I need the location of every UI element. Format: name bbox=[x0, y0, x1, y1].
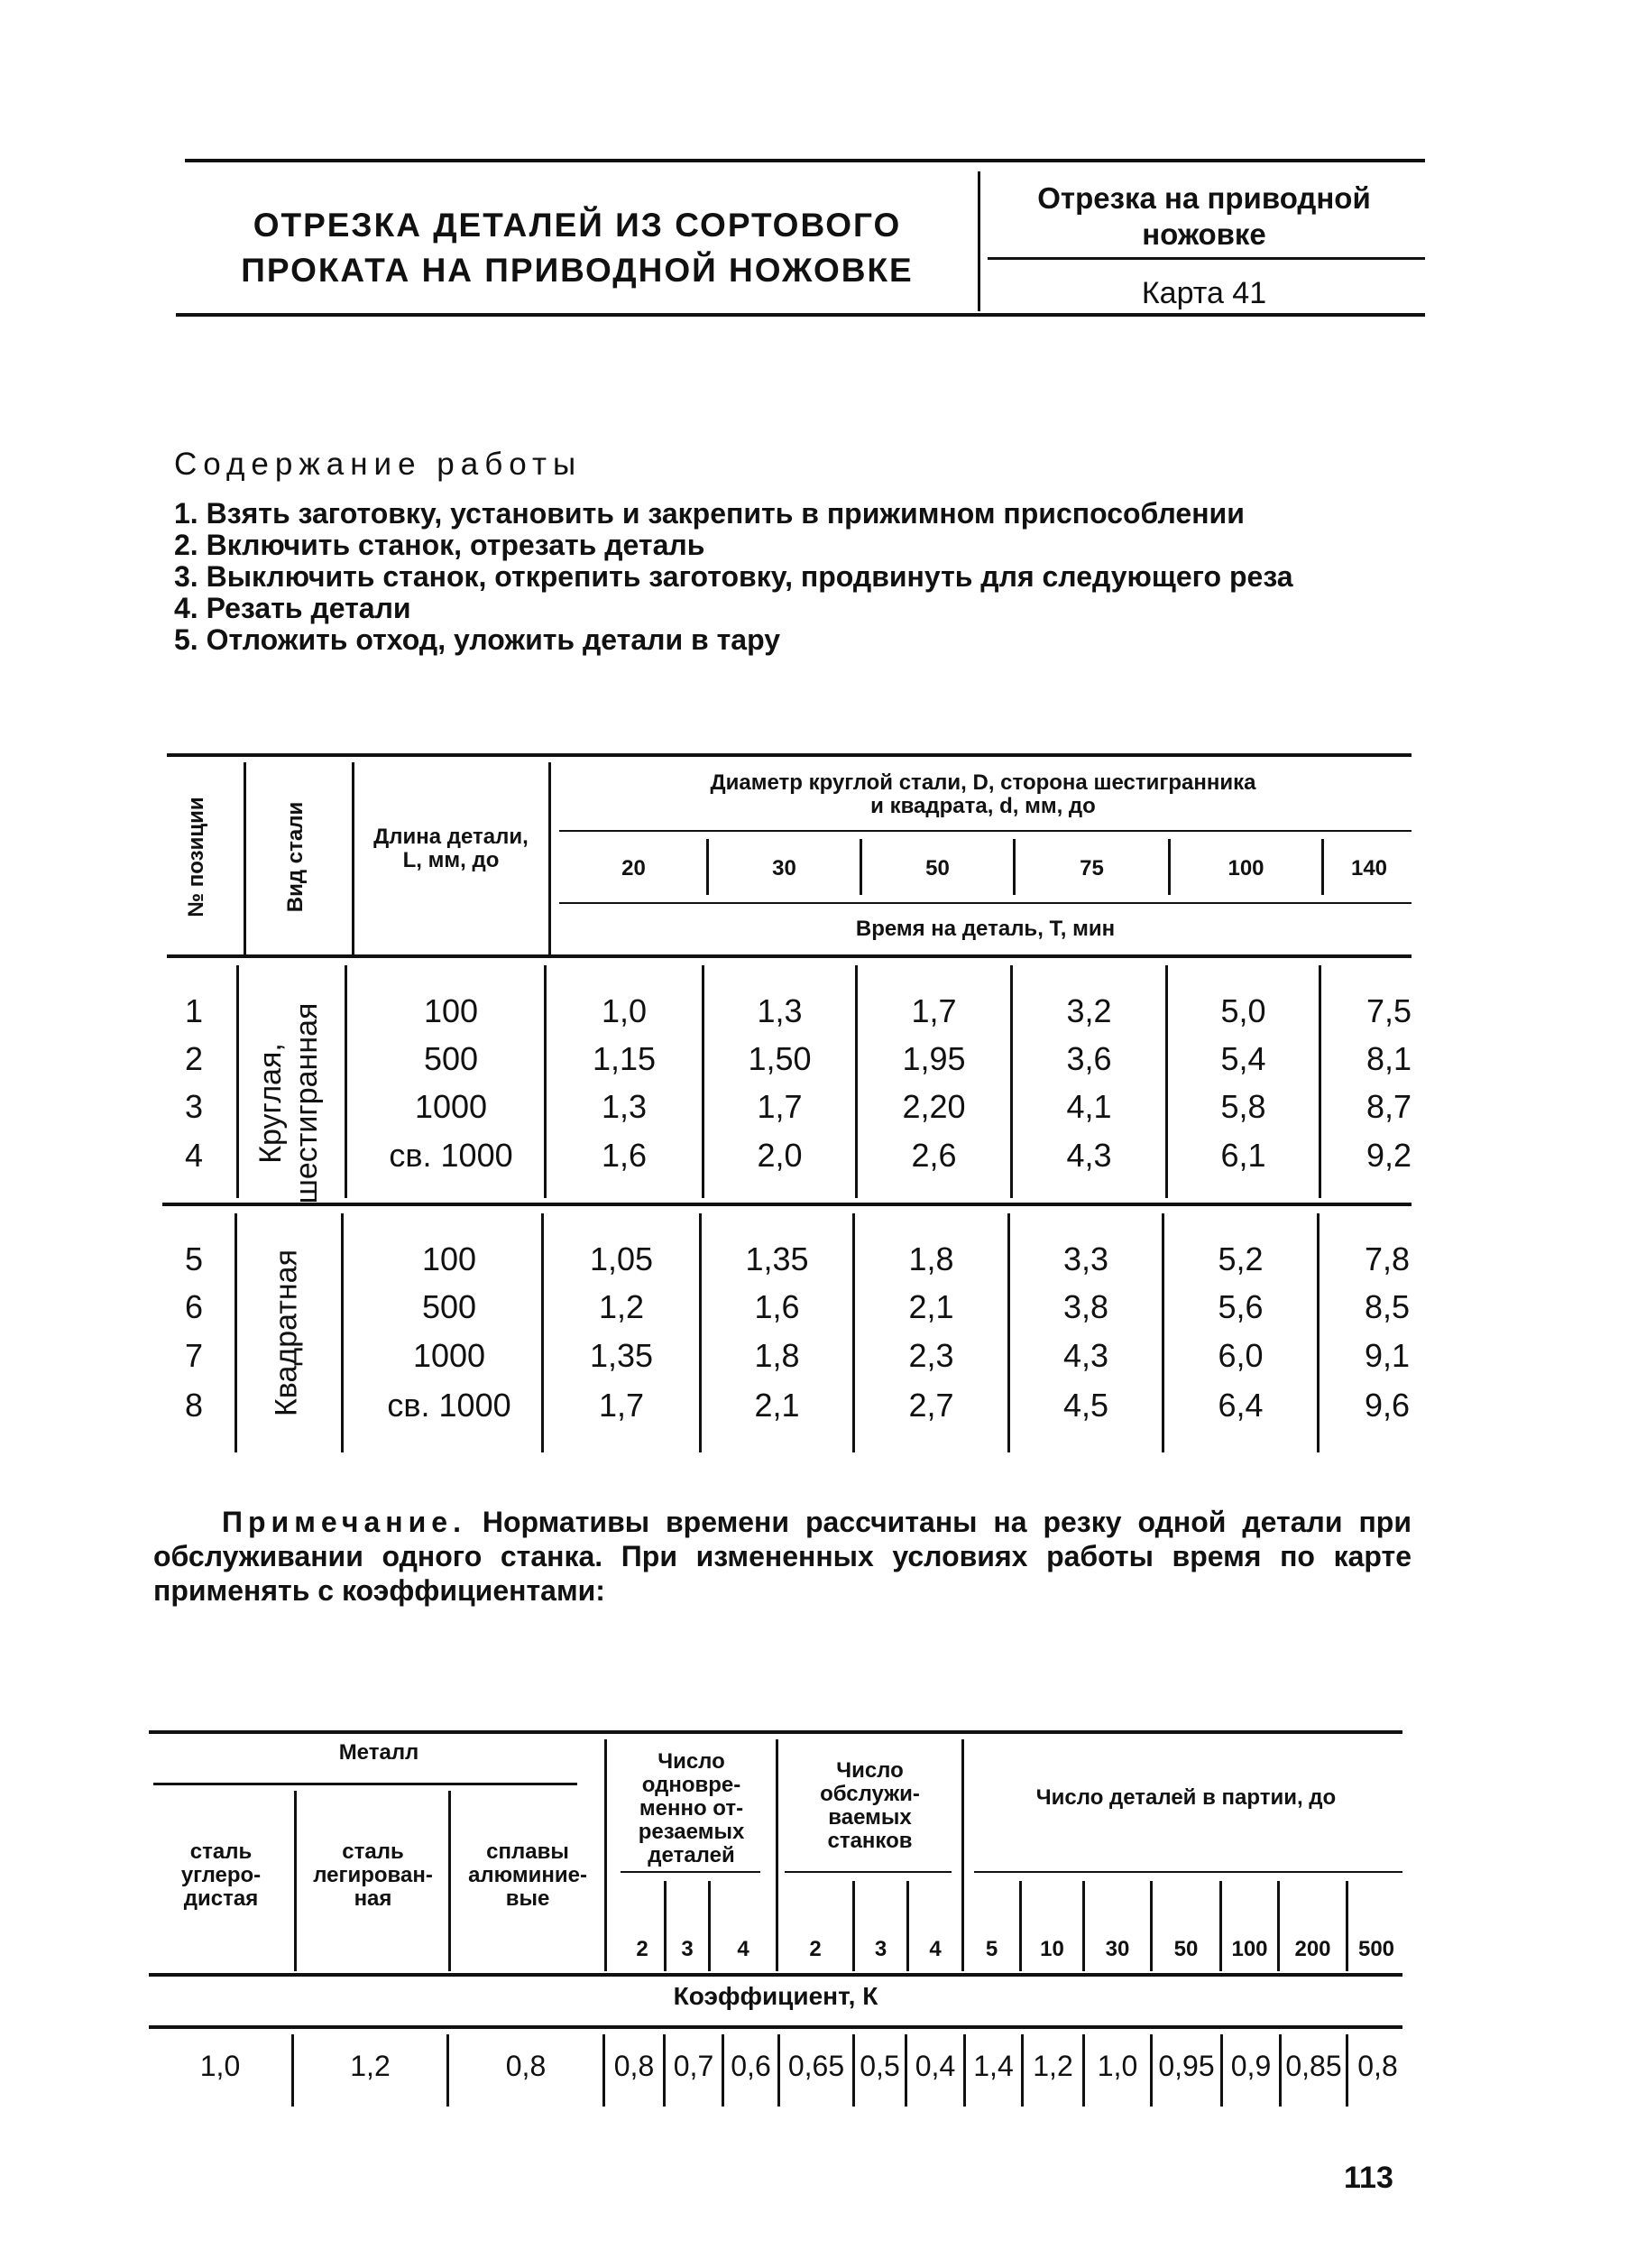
time-cell: 2,1 bbox=[908, 1288, 954, 1325]
title-line-1: ОТРЕЗКА ДЕТАЛЕЙ ИЗ СОРТОВОГО bbox=[253, 207, 902, 244]
coefficient-cell: 1,2 bbox=[1033, 2050, 1073, 2082]
position-cell: 4 bbox=[184, 1137, 204, 1174]
time-header: Время на деталь, Т, мин bbox=[855, 917, 1116, 941]
steel-type-label: Квадратная bbox=[269, 1249, 304, 1416]
batch-size-header: Число деталей в партии, до bbox=[1035, 1785, 1337, 1810]
time-cell: 4,5 bbox=[1062, 1387, 1109, 1424]
diameter-value: 30 bbox=[772, 856, 796, 880]
position-cell: 6 bbox=[184, 1288, 204, 1325]
work-content-title: Содержание работы bbox=[174, 447, 583, 482]
time-cell: 9,1 bbox=[1364, 1337, 1410, 1374]
time-cell: 1,8 bbox=[908, 1240, 954, 1277]
time-cell: 1,3 bbox=[601, 1088, 648, 1125]
time-cell: 1,15 bbox=[592, 1040, 657, 1077]
length-cell: св. 1000 bbox=[389, 1137, 513, 1174]
time-cell: 1,95 bbox=[902, 1040, 966, 1077]
time-cell: 4,3 bbox=[1066, 1137, 1112, 1174]
note-paragraph bbox=[153, 1505, 1412, 1608]
position-cell: 3 bbox=[184, 1088, 204, 1125]
coefficient-cell: 0,95 bbox=[1158, 2050, 1215, 2082]
batch-size: 10 bbox=[1040, 1937, 1064, 1961]
metal-type bbox=[451, 1840, 604, 1911]
batch-size: 30 bbox=[1105, 1937, 1130, 1961]
operation-line-2: ножовке bbox=[1142, 217, 1266, 251]
coefficient-cell: 0,4 bbox=[915, 2050, 956, 2082]
time-cell: 1,6 bbox=[601, 1137, 648, 1174]
work-step: 2. Включить станок, отрезать деталь bbox=[174, 529, 705, 561]
time-cell: 2,7 bbox=[908, 1387, 954, 1424]
metal-type-line: алюминие- bbox=[468, 1863, 587, 1887]
simultaneous-count: 3 bbox=[681, 1937, 694, 1961]
length-cell: 500 bbox=[423, 1040, 479, 1077]
header-line: ваемых bbox=[828, 1805, 912, 1830]
time-cell: 7,8 bbox=[1364, 1240, 1410, 1277]
col-length-header: Длина детали, L, мм, до bbox=[373, 825, 529, 872]
time-cell: 3,2 bbox=[1066, 992, 1112, 1029]
time-cell: 5,4 bbox=[1220, 1040, 1266, 1077]
batch-size: 5 bbox=[985, 1937, 998, 1961]
coefficient-cell: 0,5 bbox=[860, 2050, 900, 2082]
coefficient-cell: 0,8 bbox=[1357, 2050, 1398, 2082]
coefficient-cell: 0,6 bbox=[731, 2050, 771, 2082]
col-steel-type-header: Вид стали bbox=[283, 801, 308, 913]
diameter-header-line-2: и квадрата, d, мм, до bbox=[870, 794, 1096, 818]
time-cell: 2,6 bbox=[911, 1137, 957, 1174]
time-cell: 8,1 bbox=[1366, 1040, 1412, 1077]
note-label: Примечание. bbox=[222, 1506, 466, 1538]
time-cell: 9,2 bbox=[1366, 1137, 1412, 1174]
metal-type-line: легирован- bbox=[313, 1863, 433, 1887]
time-cell: 2,3 bbox=[908, 1337, 954, 1374]
metal-header: Металл bbox=[338, 1740, 419, 1765]
card-number: Карта 41 bbox=[1141, 276, 1267, 310]
title-line-2: ПРОКАТА НА ПРИВОДНОЙ НОЖОВКЕ bbox=[241, 252, 914, 289]
coefficient-cell: 1,2 bbox=[350, 2050, 391, 2082]
batch-size: 200 bbox=[1294, 1937, 1331, 1961]
time-cell: 2,0 bbox=[757, 1137, 803, 1174]
metal-type-line: сплавы bbox=[486, 1839, 569, 1864]
time-cell: 9,6 bbox=[1364, 1387, 1410, 1424]
length-cell: 1000 bbox=[412, 1337, 486, 1374]
metal-type bbox=[298, 1840, 448, 1911]
position-cell: 2 bbox=[184, 1040, 204, 1077]
coefficient-cell: 0,65 bbox=[787, 2050, 845, 2082]
time-cell: 1,35 bbox=[745, 1240, 809, 1277]
metal-type-line: дистая bbox=[183, 1886, 259, 1911]
time-cell: 1,8 bbox=[754, 1337, 800, 1374]
time-cell: 4,3 bbox=[1062, 1337, 1109, 1374]
time-cell: 1,3 bbox=[757, 992, 803, 1029]
time-cell: 1,05 bbox=[589, 1240, 654, 1277]
header-line: резаемых bbox=[638, 1820, 745, 1844]
coefficient-header: Коэффициент, К bbox=[673, 1982, 878, 2010]
time-cell: 2,20 bbox=[902, 1088, 966, 1125]
time-cell: 1,7 bbox=[911, 992, 957, 1029]
time-cell: 1,7 bbox=[598, 1387, 645, 1424]
page-number: 113 bbox=[1344, 2161, 1393, 2195]
coefficient-cell: 1,0 bbox=[199, 2050, 241, 2082]
metal-type-line: углеро- bbox=[180, 1863, 262, 1887]
metal-type-line: сталь bbox=[342, 1839, 404, 1864]
time-cell: 3,8 bbox=[1062, 1288, 1109, 1325]
time-cell: 5,0 bbox=[1220, 992, 1266, 1029]
diameter-header bbox=[577, 771, 1389, 818]
time-cell: 1,0 bbox=[601, 992, 648, 1029]
operation-line-1: Отрезка на приводной bbox=[1037, 181, 1371, 215]
position-cell: 8 bbox=[184, 1387, 204, 1424]
time-cell: 1,35 bbox=[589, 1337, 654, 1374]
time-cell: 1,6 bbox=[754, 1288, 800, 1325]
note-text: Нормативы времени рассчитаны на резку одной детали при обслуживании одного станка. При измененных условиях работы время по карте применять с коэффициентами: bbox=[153, 1506, 1412, 1607]
served-count: 3 bbox=[874, 1937, 887, 1961]
simultaneous-count: 2 bbox=[636, 1937, 648, 1961]
time-cell: 5,6 bbox=[1218, 1288, 1264, 1325]
time-cell: 3,6 bbox=[1066, 1040, 1112, 1077]
coefficient-cell: 0,85 bbox=[1285, 2050, 1342, 2082]
length-cell: 1000 bbox=[414, 1088, 488, 1125]
simultaneous-header bbox=[607, 1750, 776, 1867]
coefficient-cell: 0,8 bbox=[505, 2050, 547, 2082]
diameter-value: 20 bbox=[621, 856, 646, 880]
coefficient-cell: 0,7 bbox=[673, 2050, 714, 2082]
steel-type-label bbox=[253, 995, 330, 1212]
time-cell: 6,1 bbox=[1220, 1137, 1266, 1174]
time-cell: 3,3 bbox=[1062, 1240, 1109, 1277]
time-cell: 1,2 bbox=[598, 1288, 645, 1325]
length-cell: 100 bbox=[421, 1240, 477, 1277]
diameter-value: 100 bbox=[1228, 856, 1264, 880]
length-cell: св. 1000 bbox=[387, 1387, 511, 1424]
time-cell: 5,8 bbox=[1220, 1088, 1266, 1125]
position-cell: 5 bbox=[184, 1240, 204, 1277]
header-line: одновре- bbox=[641, 1773, 741, 1797]
time-cell: 7,5 bbox=[1366, 992, 1412, 1029]
coefficient-cell: 0,9 bbox=[1230, 2050, 1272, 2082]
steel-type-line: шестигранная bbox=[290, 1002, 324, 1204]
header-line: деталей bbox=[648, 1843, 735, 1867]
length-cell: 100 bbox=[423, 992, 479, 1029]
diameter-header-line-1: Диаметр круглой стали, D, сторона шестигранника bbox=[710, 770, 1256, 795]
work-steps-list bbox=[174, 498, 1293, 656]
diameter-value: 50 bbox=[925, 856, 950, 880]
length-cell: 500 bbox=[421, 1288, 477, 1325]
steel-type-line: Круглая, bbox=[253, 1043, 288, 1164]
col-position-header: № позиции bbox=[184, 797, 208, 917]
diameter-value: 75 bbox=[1080, 856, 1104, 880]
time-cell: 6,0 bbox=[1218, 1337, 1264, 1374]
coefficient-cell: 1,0 bbox=[1097, 2050, 1138, 2082]
time-cell: 4,1 bbox=[1066, 1088, 1112, 1125]
header-line: станков bbox=[827, 1829, 913, 1853]
served-machines-header bbox=[778, 1759, 961, 1853]
simultaneous-count: 4 bbox=[737, 1937, 749, 1961]
work-step: 3. Выключить станок, открепить заготовку, продвинуть для следующего реза bbox=[174, 560, 1293, 593]
time-cell: 5,2 bbox=[1218, 1240, 1264, 1277]
work-step: 1. Взять заготовку, установить и закрепить в прижимном приспособлении bbox=[174, 497, 1245, 530]
metal-type-line: вые bbox=[505, 1886, 550, 1911]
metal-type-line: ная bbox=[354, 1886, 392, 1911]
work-step: 4. Резать детали bbox=[174, 592, 411, 624]
time-cell: 2,1 bbox=[754, 1387, 800, 1424]
batch-size: 100 bbox=[1231, 1937, 1268, 1961]
operation-name bbox=[1010, 180, 1398, 253]
time-cell: 6,4 bbox=[1218, 1387, 1264, 1424]
header-line: Число bbox=[657, 1749, 725, 1774]
header-line: Число bbox=[836, 1758, 904, 1783]
served-count: 2 bbox=[809, 1937, 822, 1961]
coefficient-cell: 0,8 bbox=[613, 2050, 655, 2082]
diameter-value: 140 bbox=[1350, 856, 1388, 880]
time-cell: 1,50 bbox=[748, 1040, 812, 1077]
coefficient-cell: 1,4 bbox=[973, 2050, 1014, 2082]
batch-size: 500 bbox=[1357, 1937, 1395, 1961]
metal-type-line: сталь bbox=[189, 1839, 253, 1864]
served-count: 4 bbox=[929, 1937, 942, 1961]
time-cell: 8,7 bbox=[1366, 1088, 1412, 1125]
page-title bbox=[225, 203, 929, 293]
position-cell: 1 bbox=[184, 992, 204, 1029]
batch-size: 50 bbox=[1173, 1937, 1199, 1961]
metal-type bbox=[149, 1840, 293, 1911]
position-cell: 7 bbox=[184, 1337, 204, 1374]
work-step: 5. Отложить отход, уложить детали в тару bbox=[174, 623, 780, 656]
header-line: менно от- bbox=[639, 1796, 744, 1821]
time-cell: 1,7 bbox=[757, 1088, 803, 1125]
time-cell: 8,5 bbox=[1364, 1288, 1410, 1325]
header-line: обслужи- bbox=[820, 1782, 920, 1806]
